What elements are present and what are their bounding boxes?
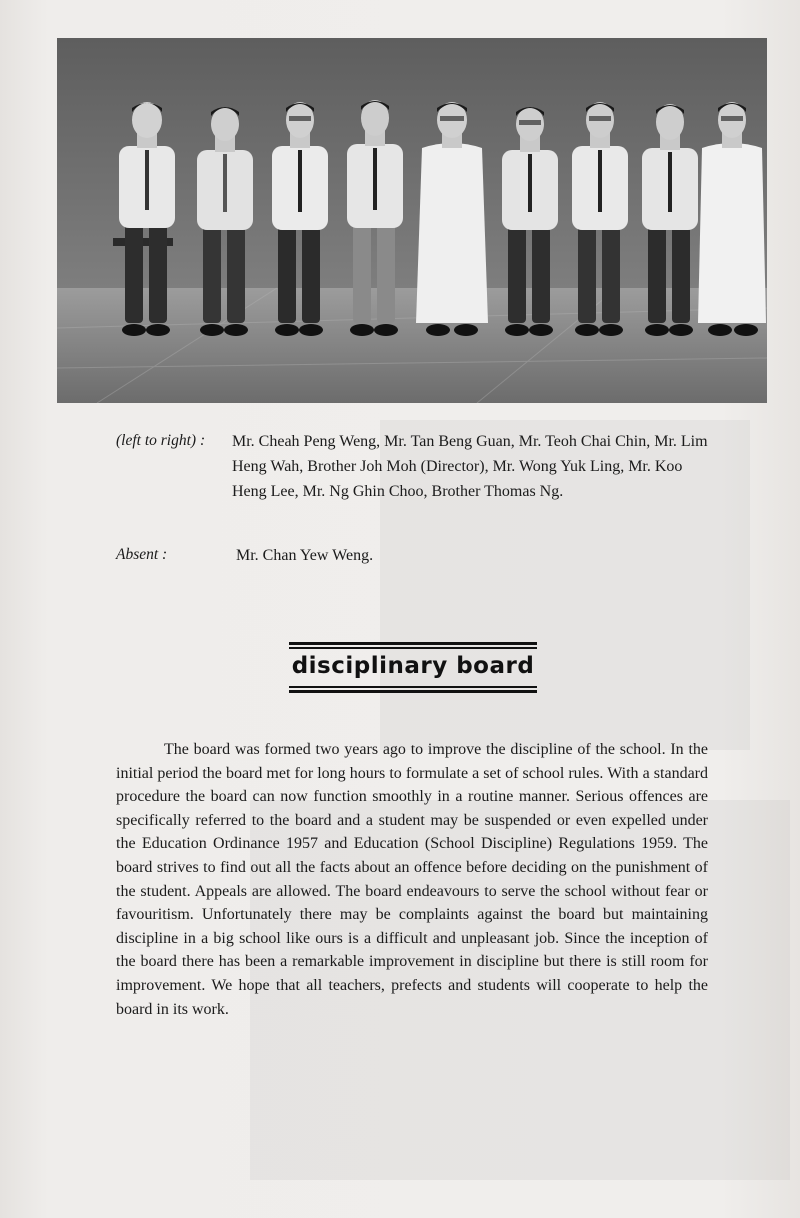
- heading-rule-top-thin: [289, 647, 537, 649]
- caption-absent-names: Mr. Chan Yew Weng.: [236, 547, 374, 564]
- caption-absent-label: Absent :: [116, 546, 168, 563]
- heading-rule-top: [289, 642, 537, 645]
- caption-left-to-right-label: (left to right) :: [116, 432, 206, 449]
- section-title: disciplinary board: [291, 653, 535, 679]
- heading-rule-bottom: [289, 690, 537, 693]
- caption-names: Mr. Cheah Peng Weng, Mr. Tan Beng Guan, Mr. Teoh Chai Chin, Mr. Lim Heng Wah, Brother Joh Moh (Director), Mr. Wong Yuk Ling, Mr. Koo Heng Lee, Mr. Ng Ghin Choo, Brother Thomas Ng.: [232, 433, 708, 500]
- section-body: The board was formed two years ago to improve the discipline of the school. In the initial period the board met for long hours to formulate a set of school rules. With a standard procedure the board can now function smoothly in a routine manner. Serious offences are specifically referred to the board and a student may be suspended or even expelled under the Education Ordinance 1957 and Education (School Discipline) Regulations 1959. The board strives to find out all the facts about an offence before deciding on the punishment of the student. Appeals are allowed. The board endeavours to serve the school without fear or favouritism. Unfortunately there may be complaints against the board but maintaining discipline in a big school like ours is a difficult and unpleasant job. Since the inception of the board there has been a remarkable improvement in discipline but there is still room for improvement. We hope that all teachers, prefects and students will cooperate to help the board in its work.: [116, 741, 708, 1018]
- heading-rule-bottom-thin: [289, 686, 537, 688]
- group-photo: [57, 38, 767, 403]
